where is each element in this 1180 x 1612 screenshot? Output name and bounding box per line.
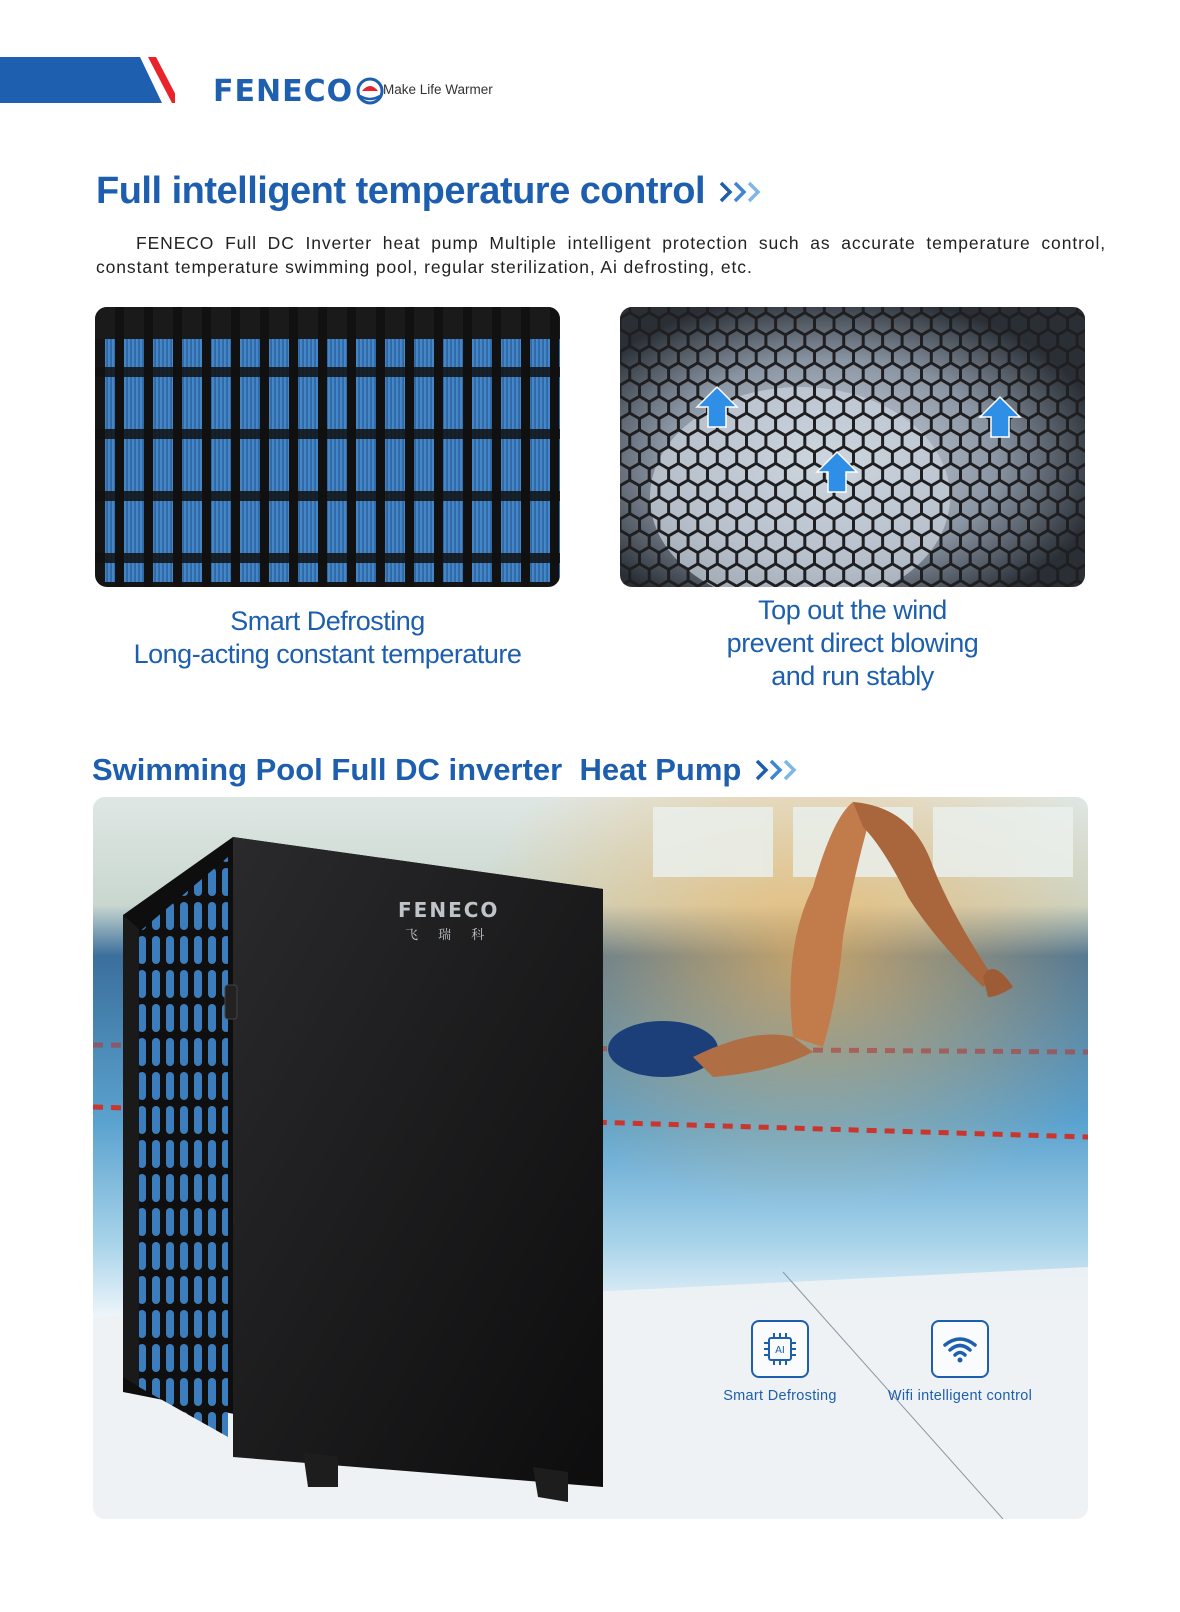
wifi-icon	[931, 1320, 989, 1378]
section-title-text: Full intelligent temperature control	[96, 170, 706, 212]
section-title-heat-pump	[92, 752, 801, 788]
section-title-temperature-control	[96, 170, 765, 213]
badge-label: Smart Defrosting	[723, 1388, 837, 1404]
heat-pump-unit	[123, 837, 603, 1502]
caption-line: Top out the wind	[758, 595, 947, 625]
unit-brand-logo: FENECO	[398, 898, 500, 922]
section-title-text: Swimming Pool Full DC inverter Heat Pump	[92, 752, 742, 787]
caption-line: and run stably	[771, 661, 934, 691]
header-stripe-graphic	[0, 57, 175, 103]
caption-line: Long-acting constant temperature	[133, 639, 522, 669]
chevrons-right-icon	[719, 180, 765, 204]
badge-label: Wifi intelligent control	[887, 1388, 1033, 1404]
brand-logo-text: FENECO	[213, 73, 354, 109]
brand-tagline: Make Life Warmer	[383, 82, 493, 97]
caption-line: Smart Defrosting	[230, 606, 425, 636]
hex-mesh-fan-photo	[620, 307, 1085, 587]
logo-emblem-icon	[355, 77, 385, 105]
fin-grille-photo	[95, 307, 560, 587]
brand-logo[interactable]	[213, 74, 385, 108]
pool-hero-photo	[93, 797, 1088, 1519]
feature-caption-defrosting	[95, 605, 560, 671]
ai-chip-label: AI	[775, 1345, 785, 1356]
caption-line: prevent direct blowing	[726, 628, 979, 658]
chevrons-right-icon	[755, 758, 801, 782]
intro-paragraph: FENECO Full DC Inverter heat pump Multiple intelligent protection such as accurate temperature control, constant temperature swimming pool, regular sterilization, Ai defrosting, etc.	[96, 233, 1106, 277]
unit-chinese-brand: 飞 瑞 科	[405, 928, 493, 943]
feature-caption-wind	[620, 594, 1085, 693]
badge-smart-defrosting	[700, 1320, 860, 1404]
badge-wifi-control	[860, 1320, 1060, 1404]
ai-chip-icon	[751, 1320, 809, 1378]
